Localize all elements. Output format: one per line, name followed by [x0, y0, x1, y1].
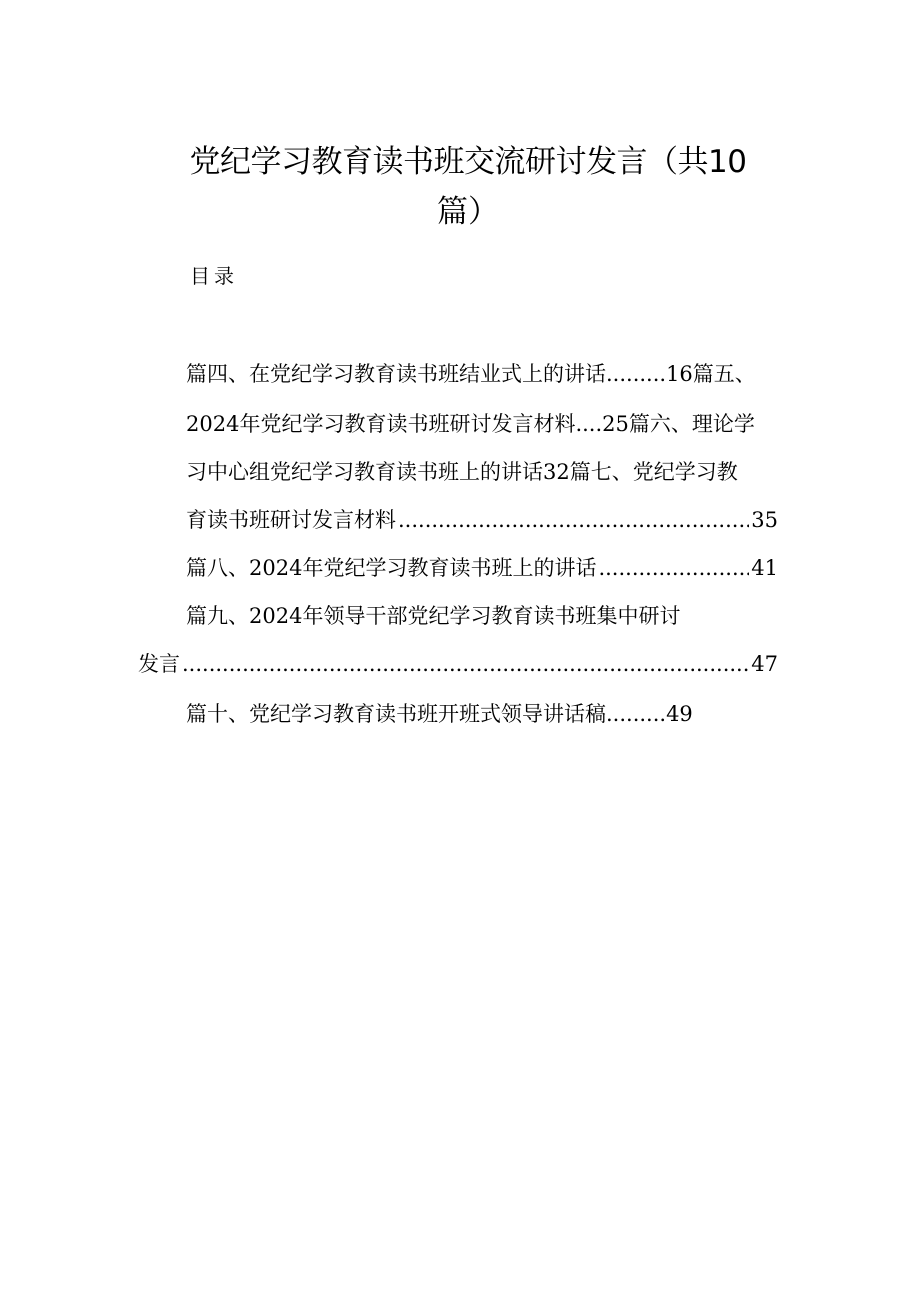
toc-heading: 目录 [190, 264, 238, 288]
toc-leader-dots [182, 648, 749, 680]
toc-line-text: 篇四、在党纪学习教育读书班结业式上的讲话.........16篇五、 [186, 362, 756, 386]
toc-leader-dots [598, 552, 749, 584]
document-title-line1: 党纪学习教育读书班交流研讨发言（共10 [189, 144, 747, 180]
toc-entry-page: 35 [751, 508, 778, 532]
toc-line[interactable] [186, 358, 806, 390]
toc-leader-dots [398, 504, 749, 536]
toc-line-text: 习中心组党纪学习教育读书班上的讲话32篇七、党纪学习教 [186, 460, 738, 484]
toc-entry[interactable] [186, 504, 778, 536]
toc-entry-page: 47 [751, 652, 778, 676]
toc-line[interactable] [186, 456, 806, 488]
toc-line-text: 篇九、2024年领导干部党纪学习教育读书班集中研讨 [186, 604, 681, 628]
toc-entry-title: 篇八、2024年党纪学习教育读书班上的讲话 [186, 556, 597, 580]
document-title-line2: 篇） [437, 194, 499, 230]
toc-line[interactable] [186, 408, 806, 440]
toc-line-text: 2024年党纪学习教育读书班研讨发言材料....25篇六、理论学 [186, 412, 755, 436]
toc-line[interactable] [186, 698, 806, 730]
toc-line-text: 篇十、党纪学习教育读书班开班式领导讲话稿.........49 [186, 702, 693, 726]
toc-entry-title: 育读书班研讨发言材料 [186, 508, 396, 532]
toc-entry[interactable] [186, 552, 778, 584]
toc-line[interactable] [186, 600, 806, 632]
toc-entry-page: 41 [751, 556, 778, 580]
toc-entry[interactable] [138, 648, 778, 680]
toc-entry-title: 发言 [138, 652, 180, 676]
